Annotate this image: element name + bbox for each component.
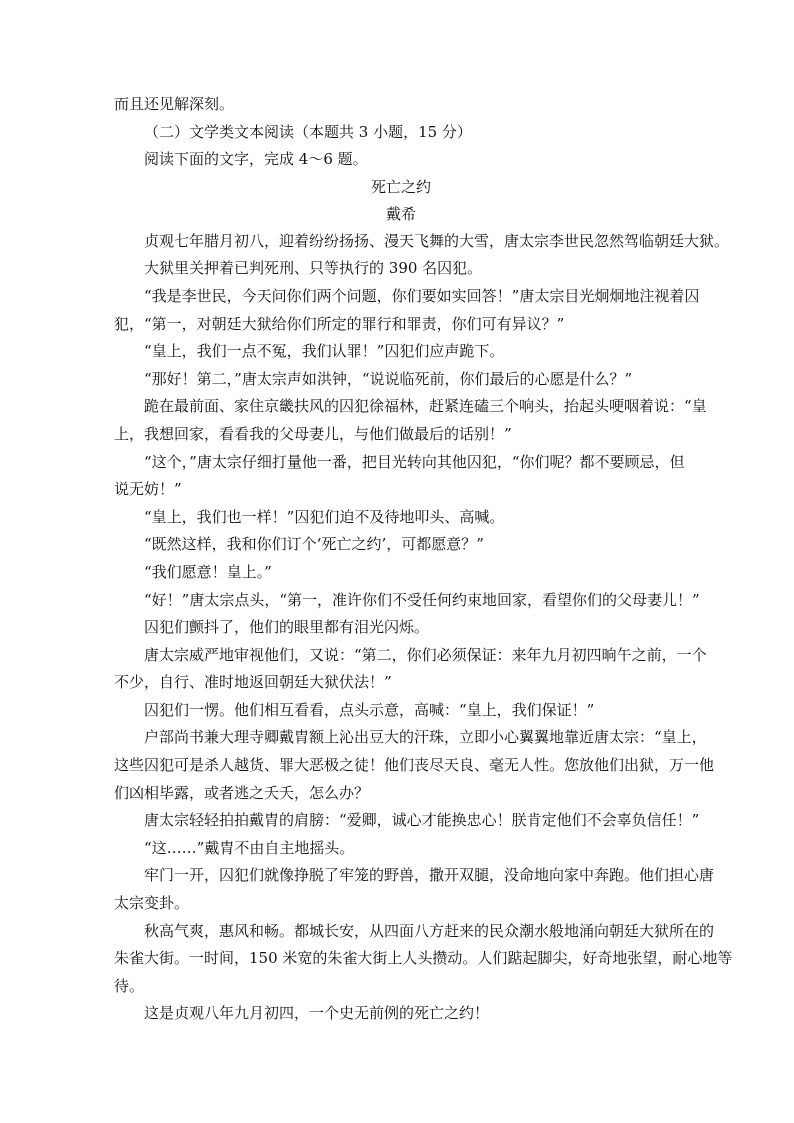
text-line: 朱雀大街。一时间，150 米宽的朱雀大街上人头攒动。人们踮起脚尖，好奇地张望，耐心地等 <box>114 949 733 968</box>
text-line: 牢门一开，囚犯们就像挣脱了牢笼的野兽，撒开双腿，没命地向家中奔跑。他们担心唐 <box>144 866 715 885</box>
text-line: 囚犯们颤抖了，他们的眼里都有泪光闪烁。 <box>144 618 430 637</box>
text-line: “那好！第二，”唐太宗声如洪钟，“说说临死前，你们最后的心愿是什么？” <box>144 369 633 388</box>
text-line: 大狱里关押着已判死刑、只等执行的 390 名囚犯。 <box>144 259 483 278</box>
instruction-line: 阅读下面的文字，完成 4～6 题。 <box>144 150 368 169</box>
text-line: 唐太宗轻轻拍拍戴胄的肩膀：“爱卿，诚心才能换忠心！朕肯定他们不会辜负信任！” <box>144 811 700 830</box>
story-author: 戴希 <box>385 204 416 223</box>
text-line: 犯，“第一，对朝廷大狱给你们所定的罪行和罪责，你们可有异议？” <box>114 314 565 333</box>
section-heading: （二）文学类文本阅读（本题共 3 小题，15 分） <box>144 122 472 141</box>
text-line: 待。 <box>114 976 145 995</box>
text-line: 这是贞观八年九月初四，一个史无前例的死亡之约！ <box>144 1004 490 1023</box>
text-line: “我是李世民，今天问你们两个问题，你们要如实回答！”唐太宗目光炯炯地注视着囚 <box>144 286 700 305</box>
text-line: “既然这样，我和你们订个‘死亡之约’，可都愿意？” <box>144 535 484 554</box>
text-line: “这……”戴胄不由自主地摇头。 <box>144 838 355 857</box>
text-line: 说无妨！” <box>114 480 182 499</box>
text-line: “皇上，我们一点不冤，我们认罪！”囚犯们应声跪下。 <box>144 342 505 361</box>
text-line: 们凶相毕露，或者逃之夭夭，怎么办？ <box>114 783 370 802</box>
text-line: 太宗变卦。 <box>114 894 190 913</box>
text-line: 秋高气爽，惠风和畅。都城长安，从四面八方赶来的民众潮水般地涌向朝廷大狱所在的 <box>144 921 715 940</box>
text-line: “好！”唐太宗点头，“第一，准许你们不受任何约束地回家，看望你们的父母妻儿！” <box>144 590 700 609</box>
text-line: “我们愿意！皇上。” <box>144 562 272 581</box>
story-title: 死亡之约 <box>370 177 431 196</box>
text-line: “这个，”唐太宗仔细打量他一番，把目光转向其他囚犯，“你们呢？都不要顾忌，但 <box>144 452 685 471</box>
text-line: 唐太宗威严地审视他们，又说：“第二，你们必须保证：来年九月初四晌午之前，一个 <box>144 645 707 664</box>
text-line: 不少，自行、准时地返回朝廷大狱伏法！” <box>114 673 392 692</box>
text-line: 而且还见解深刻。 <box>114 95 235 113</box>
text-line: 囚犯们一愣。他们相互看看，点头示意，高喊：“皇上，我们保证！” <box>144 700 595 719</box>
text-line: 这些囚犯可是杀人越货、罪大恶极之徒！他们丧尽天良、毫无人性。您放他们出狱，万一他 <box>114 756 715 775</box>
text-line: 贞观七年腊月初八，迎着纷纷扬扬、漫天飞舞的大雪，唐太宗李世民忽然驾临朝廷大狱。 <box>144 231 730 250</box>
text-line: “皇上，我们也一样！”囚犯们迫不及待地叩头、高喊。 <box>144 507 505 526</box>
text-line: 上，我想回家，看看我的父母妻儿，与他们做最后的话别！” <box>114 424 512 443</box>
text-line: 户部尚书兼大理寺卿戴胄额上沁出豆大的汗珠，立即小心翼翼地靠近唐太宗：“皇上， <box>144 728 707 747</box>
document-body <box>114 91 733 1028</box>
text-line: 跪在最前面、家住京畿扶风的囚犯徐福林，赶紧连磕三个响头，抬起头哽咽着说：“皇 <box>144 397 707 416</box>
